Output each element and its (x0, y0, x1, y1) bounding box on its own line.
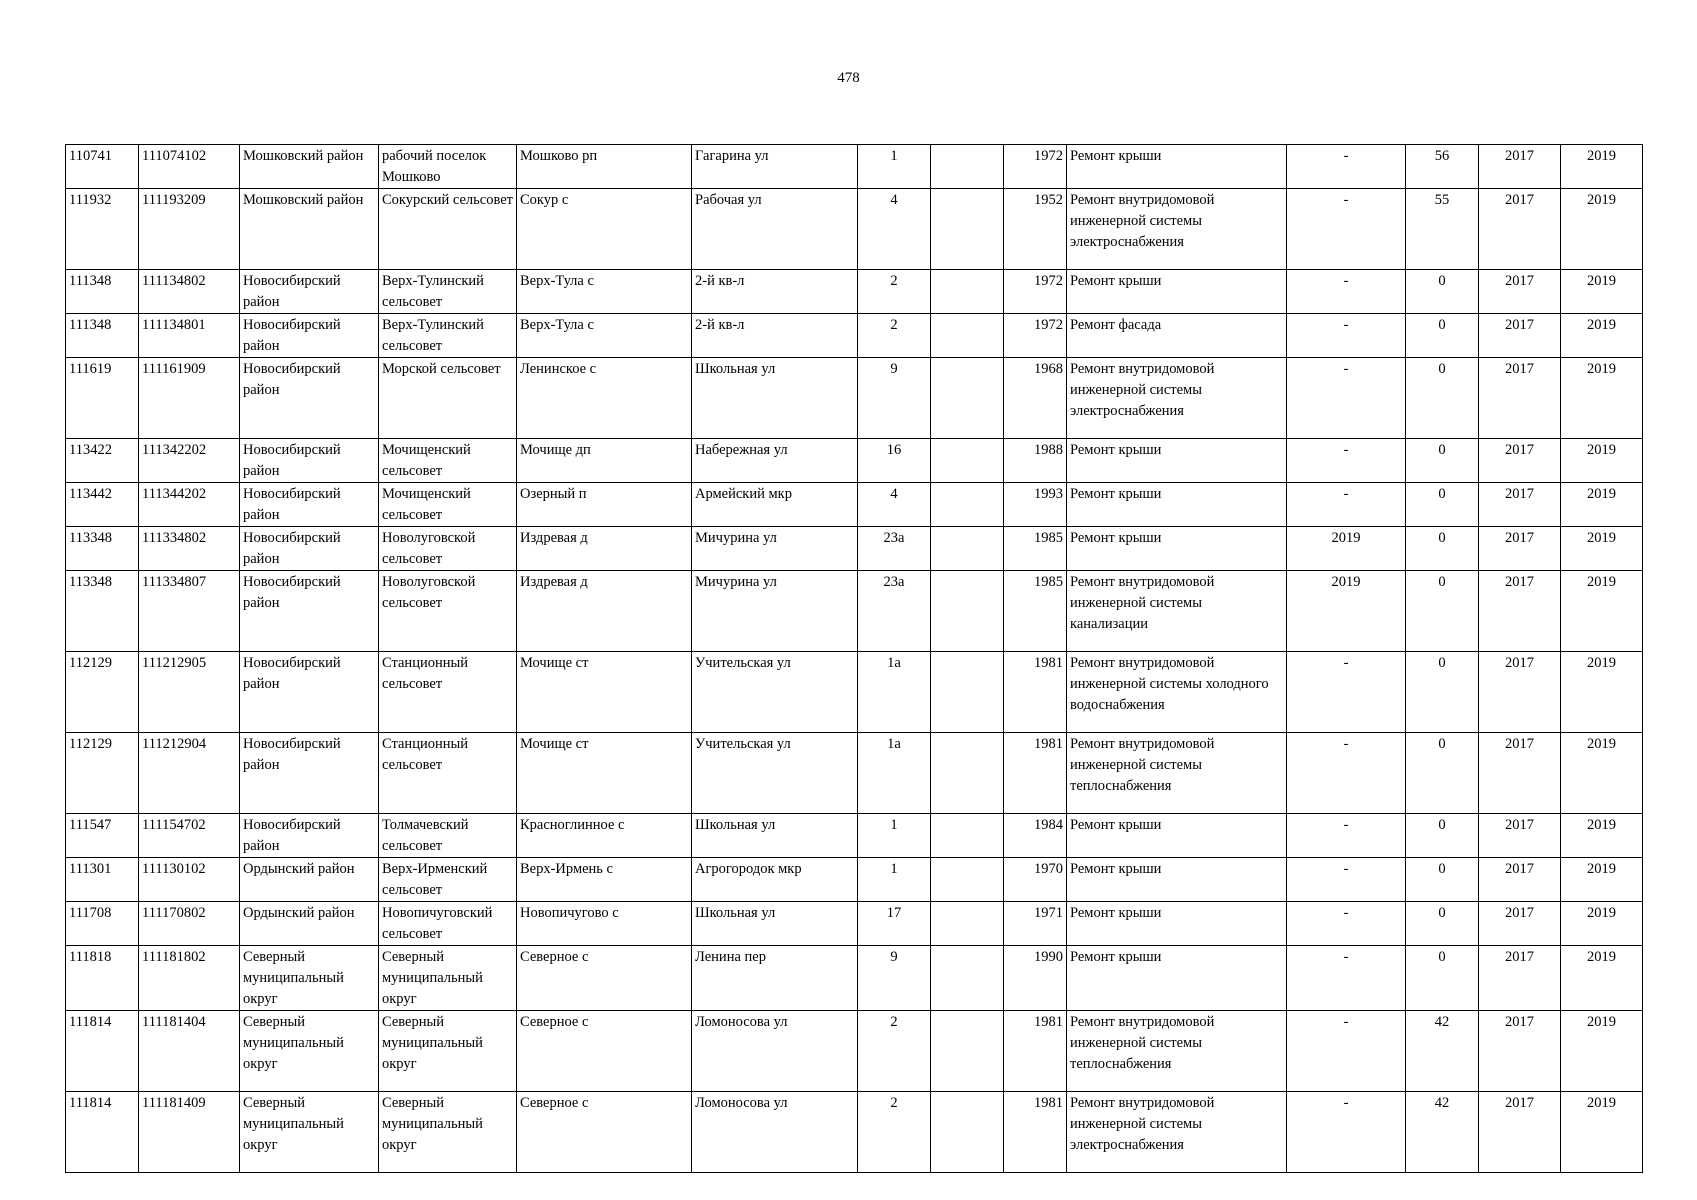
cell-settlement: Верх-Тулинский сельсовет (379, 270, 517, 314)
cell-house: 9 (858, 358, 931, 439)
cell-street: Школьная ул (692, 814, 858, 858)
cell-wear: 42 (1406, 1011, 1479, 1092)
cell-house: 2 (858, 1092, 931, 1173)
cell-year-built: 1972 (1004, 314, 1067, 358)
cell-settlement: Северный муниципальный округ (379, 1011, 517, 1092)
cell-year-built: 1981 (1004, 1092, 1067, 1173)
cell-code: 111334807 (139, 571, 240, 652)
cell-code: 111344202 (139, 483, 240, 527)
table-row (66, 733, 1643, 814)
cell-code: 111170802 (139, 902, 240, 946)
cell-year-to: 2019 (1561, 733, 1643, 814)
cell-locality: Мочище ст (517, 652, 692, 733)
cell-year-to: 2019 (1561, 814, 1643, 858)
cell-year-to: 2019 (1561, 145, 1643, 189)
cell-plan-year: - (1287, 858, 1406, 902)
cell-year-from: 2017 (1479, 189, 1561, 270)
cell-wear: 0 (1406, 858, 1479, 902)
cell-plan-year: - (1287, 189, 1406, 270)
cell-id: 113348 (66, 571, 139, 652)
cell-plan-year: - (1287, 946, 1406, 1011)
cell-building (931, 145, 1004, 189)
cell-building (931, 1092, 1004, 1173)
cell-building (931, 858, 1004, 902)
cell-year-built: 1990 (1004, 946, 1067, 1011)
cell-settlement: Верх-Тулинский сельсовет (379, 314, 517, 358)
cell-locality: Северное с (517, 1011, 692, 1092)
cell-district: Мошковский район (240, 145, 379, 189)
cell-year-built: 1981 (1004, 1011, 1067, 1092)
cell-locality: Мочище дп (517, 439, 692, 483)
cell-wear: 0 (1406, 483, 1479, 527)
cell-street: Агрогородок мкр (692, 858, 858, 902)
table-row (66, 814, 1643, 858)
cell-settlement: Новолуговской сельсовет (379, 571, 517, 652)
table-body (66, 145, 1643, 1173)
cell-year-to: 2019 (1561, 652, 1643, 733)
table-row (66, 858, 1643, 902)
cell-settlement: Морской сельсовет (379, 358, 517, 439)
cell-year-from: 2017 (1479, 571, 1561, 652)
cell-district: Ордынский район (240, 858, 379, 902)
cell-street: Ломоносова ул (692, 1092, 858, 1173)
cell-wear: 0 (1406, 527, 1479, 571)
cell-building (931, 1011, 1004, 1092)
cell-plan-year: - (1287, 483, 1406, 527)
cell-id: 113348 (66, 527, 139, 571)
cell-year-from: 2017 (1479, 527, 1561, 571)
table-row (66, 483, 1643, 527)
cell-code: 111181802 (139, 946, 240, 1011)
cell-year-to: 2019 (1561, 902, 1643, 946)
cell-code: 111181409 (139, 1092, 240, 1173)
cell-settlement: Северный муниципальный округ (379, 1092, 517, 1173)
cell-street: 2-й кв-л (692, 314, 858, 358)
cell-building (931, 571, 1004, 652)
cell-house: 16 (858, 439, 931, 483)
cell-building (931, 189, 1004, 270)
cell-year-built: 1985 (1004, 527, 1067, 571)
table-row (66, 314, 1643, 358)
cell-settlement: Новолуговской сельсовет (379, 527, 517, 571)
cell-id: 111547 (66, 814, 139, 858)
cell-locality: Озерный п (517, 483, 692, 527)
cell-house: 1 (858, 814, 931, 858)
cell-plan-year: - (1287, 314, 1406, 358)
cell-year-built: 1984 (1004, 814, 1067, 858)
cell-code: 111181404 (139, 1011, 240, 1092)
cell-work: Ремонт фасада (1067, 314, 1287, 358)
table-row (66, 652, 1643, 733)
table-row (66, 145, 1643, 189)
cell-street: Армейский мкр (692, 483, 858, 527)
cell-year-from: 2017 (1479, 858, 1561, 902)
cell-district: Новосибирский район (240, 652, 379, 733)
cell-house: 2 (858, 1011, 931, 1092)
cell-year-to: 2019 (1561, 358, 1643, 439)
cell-wear: 42 (1406, 1092, 1479, 1173)
cell-building (931, 270, 1004, 314)
cell-settlement: рабочий поселок Мошково (379, 145, 517, 189)
cell-work: Ремонт внутридомовой инженерной системы канализации (1067, 571, 1287, 652)
cell-locality: Издревая д (517, 571, 692, 652)
cell-building (931, 358, 1004, 439)
data-table (65, 144, 1643, 1173)
cell-house: 1а (858, 652, 931, 733)
cell-locality: Северное с (517, 946, 692, 1011)
cell-code: 111074102 (139, 145, 240, 189)
cell-code: 111212904 (139, 733, 240, 814)
cell-wear: 0 (1406, 314, 1479, 358)
cell-plan-year: - (1287, 439, 1406, 483)
cell-settlement: Станционный сельсовет (379, 652, 517, 733)
cell-year-from: 2017 (1479, 733, 1561, 814)
cell-id: 111814 (66, 1092, 139, 1173)
cell-year-built: 1988 (1004, 439, 1067, 483)
cell-work: Ремонт внутридомовой инженерной системы теплоснабжения (1067, 1011, 1287, 1092)
cell-district: Новосибирский район (240, 733, 379, 814)
cell-work: Ремонт внутридомовой инженерной системы холодного водоснабжения (1067, 652, 1287, 733)
cell-district: Новосибирский район (240, 358, 379, 439)
cell-plan-year: - (1287, 652, 1406, 733)
cell-work: Ремонт внутридомовой инженерной системы электроснабжения (1067, 1092, 1287, 1173)
cell-settlement: Мочищенский сельсовет (379, 439, 517, 483)
table-row (66, 358, 1643, 439)
cell-year-from: 2017 (1479, 902, 1561, 946)
cell-street: Мичурина ул (692, 571, 858, 652)
cell-district: Мошковский район (240, 189, 379, 270)
cell-wear: 0 (1406, 571, 1479, 652)
cell-plan-year: - (1287, 733, 1406, 814)
cell-work: Ремонт внутридомовой инженерной системы теплоснабжения (1067, 733, 1287, 814)
cell-street: Учительская ул (692, 652, 858, 733)
cell-building (931, 733, 1004, 814)
cell-year-built: 1970 (1004, 858, 1067, 902)
cell-house: 1 (858, 145, 931, 189)
cell-house: 4 (858, 189, 931, 270)
cell-plan-year: - (1287, 145, 1406, 189)
cell-year-built: 1952 (1004, 189, 1067, 270)
table-row (66, 270, 1643, 314)
cell-code: 111342202 (139, 439, 240, 483)
cell-code: 111154702 (139, 814, 240, 858)
cell-year-from: 2017 (1479, 814, 1561, 858)
table-row (66, 189, 1643, 270)
cell-district: Северный муниципальный округ (240, 1011, 379, 1092)
cell-house: 1 (858, 858, 931, 902)
cell-year-from: 2017 (1479, 1011, 1561, 1092)
cell-locality: Красноглинное с (517, 814, 692, 858)
cell-district: Новосибирский район (240, 527, 379, 571)
cell-district: Новосибирский район (240, 571, 379, 652)
cell-locality: Мочище ст (517, 733, 692, 814)
cell-wear: 0 (1406, 902, 1479, 946)
cell-building (931, 902, 1004, 946)
cell-year-to: 2019 (1561, 527, 1643, 571)
cell-district: Новосибирский район (240, 483, 379, 527)
cell-id: 111814 (66, 1011, 139, 1092)
cell-year-built: 1985 (1004, 571, 1067, 652)
cell-id: 112129 (66, 733, 139, 814)
cell-year-to: 2019 (1561, 1011, 1643, 1092)
cell-building (931, 483, 1004, 527)
cell-year-to: 2019 (1561, 270, 1643, 314)
cell-id: 111818 (66, 946, 139, 1011)
cell-code: 111212905 (139, 652, 240, 733)
cell-district: Новосибирский район (240, 814, 379, 858)
cell-year-built: 1972 (1004, 270, 1067, 314)
cell-id: 111348 (66, 314, 139, 358)
cell-wear: 0 (1406, 946, 1479, 1011)
cell-year-from: 2017 (1479, 483, 1561, 527)
cell-locality: Мошково рп (517, 145, 692, 189)
cell-locality: Верх-Тула с (517, 314, 692, 358)
cell-settlement: Станционный сельсовет (379, 733, 517, 814)
cell-district: Новосибирский район (240, 439, 379, 483)
cell-year-built: 1968 (1004, 358, 1067, 439)
cell-settlement: Северный муниципальный округ (379, 946, 517, 1011)
cell-house: 4 (858, 483, 931, 527)
cell-year-from: 2017 (1479, 145, 1561, 189)
cell-work: Ремонт крыши (1067, 527, 1287, 571)
cell-code: 111134802 (139, 270, 240, 314)
cell-year-to: 2019 (1561, 189, 1643, 270)
page-number: 478 (837, 70, 860, 86)
cell-id: 113442 (66, 483, 139, 527)
cell-settlement: Верх-Ирменский сельсовет (379, 858, 517, 902)
cell-street: Ленина пер (692, 946, 858, 1011)
cell-wear: 0 (1406, 358, 1479, 439)
cell-plan-year: - (1287, 814, 1406, 858)
cell-locality: Издревая д (517, 527, 692, 571)
cell-building (931, 527, 1004, 571)
cell-year-built: 1972 (1004, 145, 1067, 189)
cell-id: 111348 (66, 270, 139, 314)
cell-building (931, 946, 1004, 1011)
cell-id: 111932 (66, 189, 139, 270)
cell-id: 111619 (66, 358, 139, 439)
cell-plan-year: - (1287, 1011, 1406, 1092)
cell-id: 111301 (66, 858, 139, 902)
cell-locality: Верх-Ирмень с (517, 858, 692, 902)
cell-work: Ремонт крыши (1067, 902, 1287, 946)
cell-street: Набережная ул (692, 439, 858, 483)
table-row (66, 946, 1643, 1011)
cell-street: Мичурина ул (692, 527, 858, 571)
cell-wear: 0 (1406, 733, 1479, 814)
cell-house: 9 (858, 946, 931, 1011)
cell-street: Учительская ул (692, 733, 858, 814)
cell-plan-year: - (1287, 902, 1406, 946)
cell-plan-year: - (1287, 270, 1406, 314)
cell-street: Ломоносова ул (692, 1011, 858, 1092)
cell-year-to: 2019 (1561, 946, 1643, 1011)
cell-work: Ремонт крыши (1067, 483, 1287, 527)
cell-district: Новосибирский район (240, 270, 379, 314)
cell-year-from: 2017 (1479, 946, 1561, 1011)
cell-code: 111193209 (139, 189, 240, 270)
cell-year-from: 2017 (1479, 1092, 1561, 1173)
cell-year-from: 2017 (1479, 652, 1561, 733)
cell-locality: Ленинское с (517, 358, 692, 439)
cell-settlement: Толмачевский сельсовет (379, 814, 517, 858)
cell-street: Школьная ул (692, 902, 858, 946)
cell-code: 111130102 (139, 858, 240, 902)
cell-work: Ремонт крыши (1067, 439, 1287, 483)
cell-code: 111161909 (139, 358, 240, 439)
cell-year-to: 2019 (1561, 314, 1643, 358)
cell-id: 113422 (66, 439, 139, 483)
table-row (66, 439, 1643, 483)
cell-id: 111708 (66, 902, 139, 946)
table-row (66, 1011, 1643, 1092)
cell-locality: Северное с (517, 1092, 692, 1173)
cell-district: Северный муниципальный округ (240, 946, 379, 1011)
cell-building (931, 439, 1004, 483)
cell-wear: 0 (1406, 439, 1479, 483)
cell-work: Ремонт крыши (1067, 946, 1287, 1011)
cell-year-from: 2017 (1479, 314, 1561, 358)
cell-code: 111334802 (139, 527, 240, 571)
cell-settlement: Новопичуговский сельсовет (379, 902, 517, 946)
table-row (66, 571, 1643, 652)
cell-year-to: 2019 (1561, 483, 1643, 527)
cell-street: 2-й кв-л (692, 270, 858, 314)
cell-work: Ремонт крыши (1067, 814, 1287, 858)
cell-wear: 56 (1406, 145, 1479, 189)
cell-settlement: Сокурский сельсовет (379, 189, 517, 270)
cell-street: Школьная ул (692, 358, 858, 439)
cell-wear: 55 (1406, 189, 1479, 270)
cell-plan-year: 2019 (1287, 527, 1406, 571)
cell-work: Ремонт внутридомовой инженерной системы электроснабжения (1067, 358, 1287, 439)
table-row (66, 1092, 1643, 1173)
cell-year-from: 2017 (1479, 358, 1561, 439)
cell-district: Северный муниципальный округ (240, 1092, 379, 1173)
cell-work: Ремонт внутридомовой инженерной системы электроснабжения (1067, 189, 1287, 270)
cell-building (931, 652, 1004, 733)
cell-code: 111134801 (139, 314, 240, 358)
cell-building (931, 314, 1004, 358)
cell-locality: Верх-Тула с (517, 270, 692, 314)
cell-year-built: 1971 (1004, 902, 1067, 946)
cell-street: Рабочая ул (692, 189, 858, 270)
cell-year-to: 2019 (1561, 1092, 1643, 1173)
cell-id: 112129 (66, 652, 139, 733)
cell-house: 2 (858, 314, 931, 358)
cell-year-built: 1981 (1004, 652, 1067, 733)
cell-year-to: 2019 (1561, 858, 1643, 902)
cell-year-built: 1981 (1004, 733, 1067, 814)
cell-year-built: 1993 (1004, 483, 1067, 527)
cell-wear: 0 (1406, 814, 1479, 858)
cell-street: Гагарина ул (692, 145, 858, 189)
cell-house: 2 (858, 270, 931, 314)
cell-house: 23а (858, 571, 931, 652)
cell-plan-year: - (1287, 1092, 1406, 1173)
cell-year-from: 2017 (1479, 270, 1561, 314)
cell-house: 1а (858, 733, 931, 814)
cell-wear: 0 (1406, 652, 1479, 733)
cell-settlement: Мочищенский сельсовет (379, 483, 517, 527)
cell-building (931, 814, 1004, 858)
cell-work: Ремонт крыши (1067, 270, 1287, 314)
cell-district: Новосибирский район (240, 314, 379, 358)
cell-district: Ордынский район (240, 902, 379, 946)
cell-year-to: 2019 (1561, 439, 1643, 483)
cell-house: 23а (858, 527, 931, 571)
cell-house: 17 (858, 902, 931, 946)
cell-work: Ремонт крыши (1067, 858, 1287, 902)
cell-year-from: 2017 (1479, 439, 1561, 483)
cell-locality: Новопичугово с (517, 902, 692, 946)
table-row (66, 902, 1643, 946)
cell-wear: 0 (1406, 270, 1479, 314)
cell-id: 110741 (66, 145, 139, 189)
cell-plan-year: 2019 (1287, 571, 1406, 652)
cell-work: Ремонт крыши (1067, 145, 1287, 189)
cell-plan-year: - (1287, 358, 1406, 439)
table-row (66, 527, 1643, 571)
cell-locality: Сокур с (517, 189, 692, 270)
cell-year-to: 2019 (1561, 571, 1643, 652)
